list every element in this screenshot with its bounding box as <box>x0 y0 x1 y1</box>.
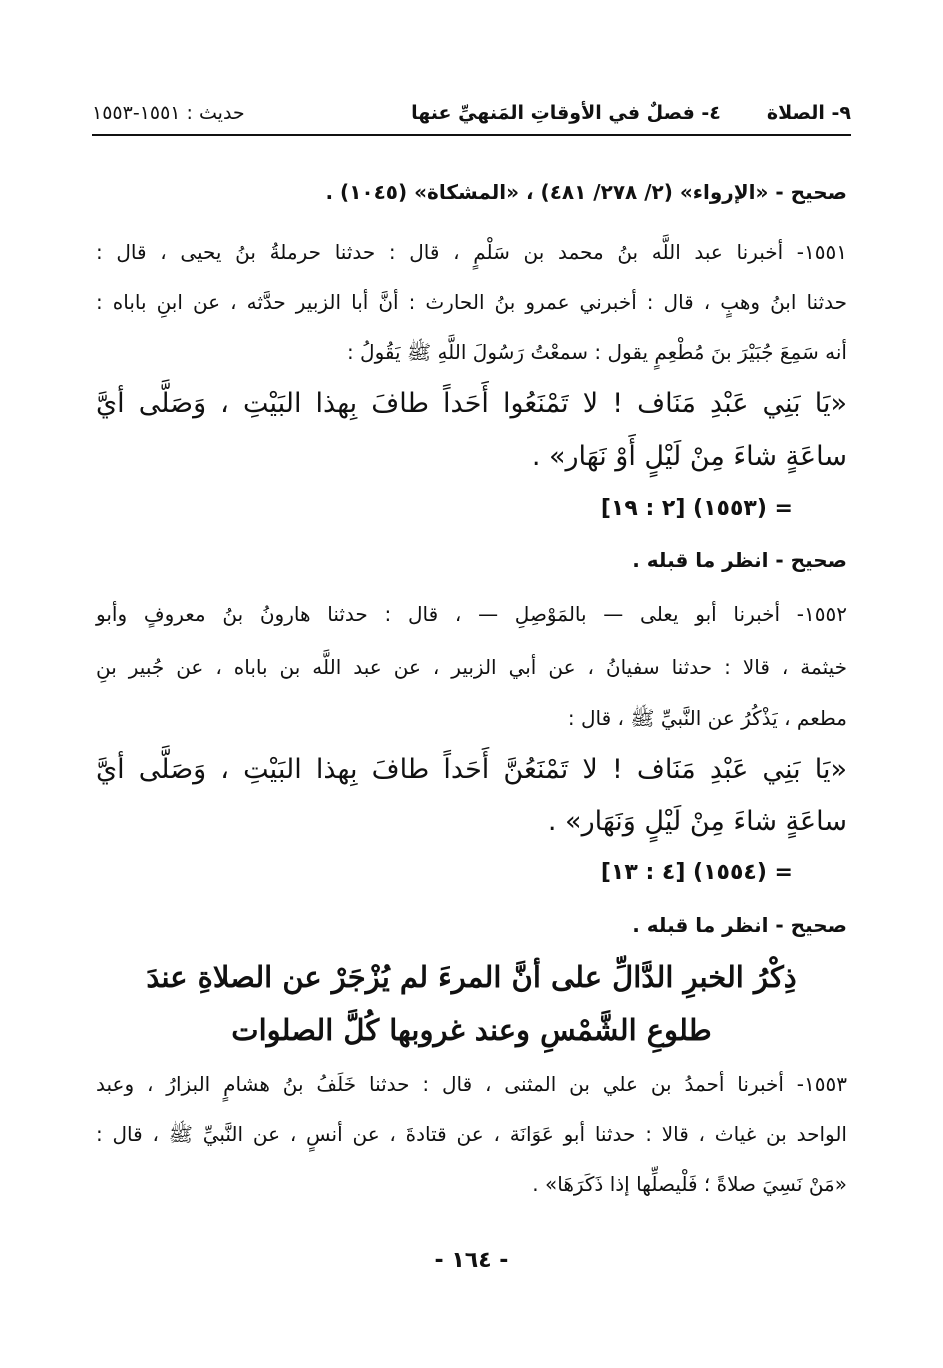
hadith-1553-line-1: ١٥٥٣- أخبرنا أحمدُ بن علي بن المثنى ، قال : حدثنا خَلَفُ بنُ هشامٍ البزارُ ، وعبد <box>96 1072 847 1096</box>
hadith-1552-matn-2: ساعَةٍ شاءَ مِنْ لَيْلٍ وَنَهَار» . <box>547 806 847 837</box>
hadith-1552-grade: صحيح - انظر ما قبله . <box>632 913 847 937</box>
hadith-1552-line-3: مطعم ، يَذْكُرُ عن النَّبيِّ ﷺ ، قال : <box>567 706 847 730</box>
hadith-1551-grade: صحيح - انظر ما قبله . <box>632 548 847 572</box>
section-heading-line-2: طلوعِ الشَّمْسِ وعند غروبها كُلَّ الصلوات <box>231 1013 712 1047</box>
section-heading-line-1: ذِكْرُ الخبرِ الدَّالِّ على أنَّ المرءَ لم يُزْجَرْ عن الصلاةِ عندَ <box>146 960 797 994</box>
page-number: - ١٦٤ - <box>434 1248 509 1273</box>
hadith-1552-line-2: خيثمة ، قالا : حدثنا سفيانُ ، عن أبي الزبير ، عن عبد اللَّه بن باباه ، عن جُبير بنِ <box>96 655 847 679</box>
hadith-1551-line-3: أنه سَمِعَ جُبَيْرَ بنَ مُطْعِمٍ يقول : سمعْتُ رَسُولَ اللَّهِ ﷺ يَقُولُ : <box>346 340 847 364</box>
grade-line-top: صحيح - «الإرواء» (٢/ ٢٧٨/ ٤٨١) ، «المشكاة» (١٠٤٥) . <box>325 180 847 204</box>
hadith-1551-matn-1: «يَا بَنِي عَبْدِ مَنَاف ! لا تَمْنَعُوا أَحَداً طافَ بِهذا البَيْتِ ، وَصَلَّى أيَّ <box>96 388 847 419</box>
hadith-1551-matn-2: ساعَةٍ شاءَ مِنْ لَيْلٍ أَوْ نَهَار» . <box>531 441 847 472</box>
hadith-1552-line-1: ١٥٥٢- أخبرنا أبو يعلى — بالمَوْصِلِ — ، قال : حدثنا هارونُ بنُ معروفٍ وأبو <box>96 602 847 626</box>
header-chapter-block <box>411 102 851 124</box>
hadith-range: حديث : ١٥٥١-١٥٥٣ <box>92 102 245 124</box>
hadith-1552-matn-1: «يَا بَنِي عَبْدِ مَنَاف ! لا تَمْنَعُنَّ أَحَداً طافَ بِهذا البَيْتِ ، وَصَلَّى أيَّ <box>96 754 847 785</box>
header-divider <box>92 134 851 136</box>
hadith-1553-line-2: الواحد بن غياث ، قالا : حدثنا أبو عَوَانَة ، عن قتادةَ ، عن أنسٍ ، عن النَّبيِّ ﷺ ، قال : <box>96 1122 847 1146</box>
hadith-1552-ref: = (١٥٥٤) [٤ : ١٣] <box>600 860 793 885</box>
hadith-1551-line-1: ١٥٥١- أخبرنا عبد اللَّه بنُ محمد بن سَلْمٍ ، قال : حدثنا حرملةُ بنُ يحيى ، قال : <box>96 240 847 264</box>
hadith-1551-line-2: حدثنا ابنُ وهبٍ ، قال : أخبرني عمرو بنُ الحارث : أنَّ أبا الزبير حدَّثه ، عن ابنِ باباه : <box>96 290 847 314</box>
section-title: ٤- فصلٌ في الأوقاتِ المَنهيِّ عنها <box>411 102 721 124</box>
hadith-1553-matn-1: «مَنْ نَسِيَ صلاةً ؛ فَلْيصلِّها إذا ذَكَرَهَا» . <box>532 1172 847 1196</box>
chapter-title: ٩- الصلاة <box>766 102 851 124</box>
hadith-1551-ref: = (١٥٥٣) [٢ : ١٩] <box>600 496 793 521</box>
running-header <box>92 96 851 130</box>
